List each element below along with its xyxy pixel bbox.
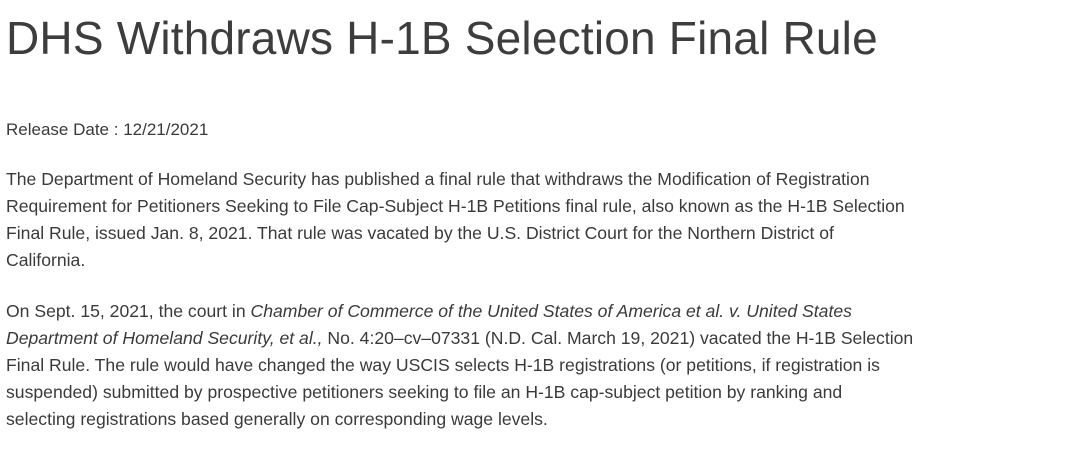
case-name: Department of Homeland Security, et al., (6, 328, 323, 348)
case-name: Chamber of Commerce of the United States of America et al. v. United States (250, 301, 852, 321)
paragraph-2-line: Final Rule. The rule would have changed the way USCIS selects H-1B registrations (or petitions, if registration is (6, 355, 880, 375)
release-date-label: Release Date : (6, 120, 119, 139)
paragraph-1 (6, 166, 1066, 274)
release-date-row (6, 118, 208, 142)
paragraph-1-line: California. (6, 250, 86, 270)
paragraph-2-line: selecting registrations based generally on corresponding wage levels. (6, 409, 548, 429)
release-date-value: 12/21/2021 (123, 120, 209, 139)
paragraph-1-line: Final Rule, issued Jan. 8, 2021. That rule was vacated by the U.S. District Court for the Northern District of (6, 223, 834, 243)
paragraph-1-line: Requirement for Petitioners Seeking to File Cap-Subject H-1B Petitions final rule, also known as the H-1B Selection (6, 196, 905, 216)
paragraph-2-line (6, 298, 1066, 325)
paragraph-2-line (6, 325, 1066, 352)
paragraph-1-line: The Department of Homeland Security has published a final rule that withdraws the Modification of Registration (6, 169, 870, 189)
paragraph-2-text: On Sept. 15, 2021, the court in (6, 301, 251, 321)
paragraph-2-line: suspended) submitted by prospective petitioners seeking to file an H-1B cap-subject petition by ranking and (6, 382, 843, 402)
paragraph-2-text: No. 4:20–cv–07331 (N.D. Cal. March 19, 2021) vacated the H-1B Selection (322, 328, 914, 348)
page-title: DHS Withdraws H-1B Selection Final Rule (6, 12, 878, 64)
paragraph-2 (6, 298, 1066, 433)
